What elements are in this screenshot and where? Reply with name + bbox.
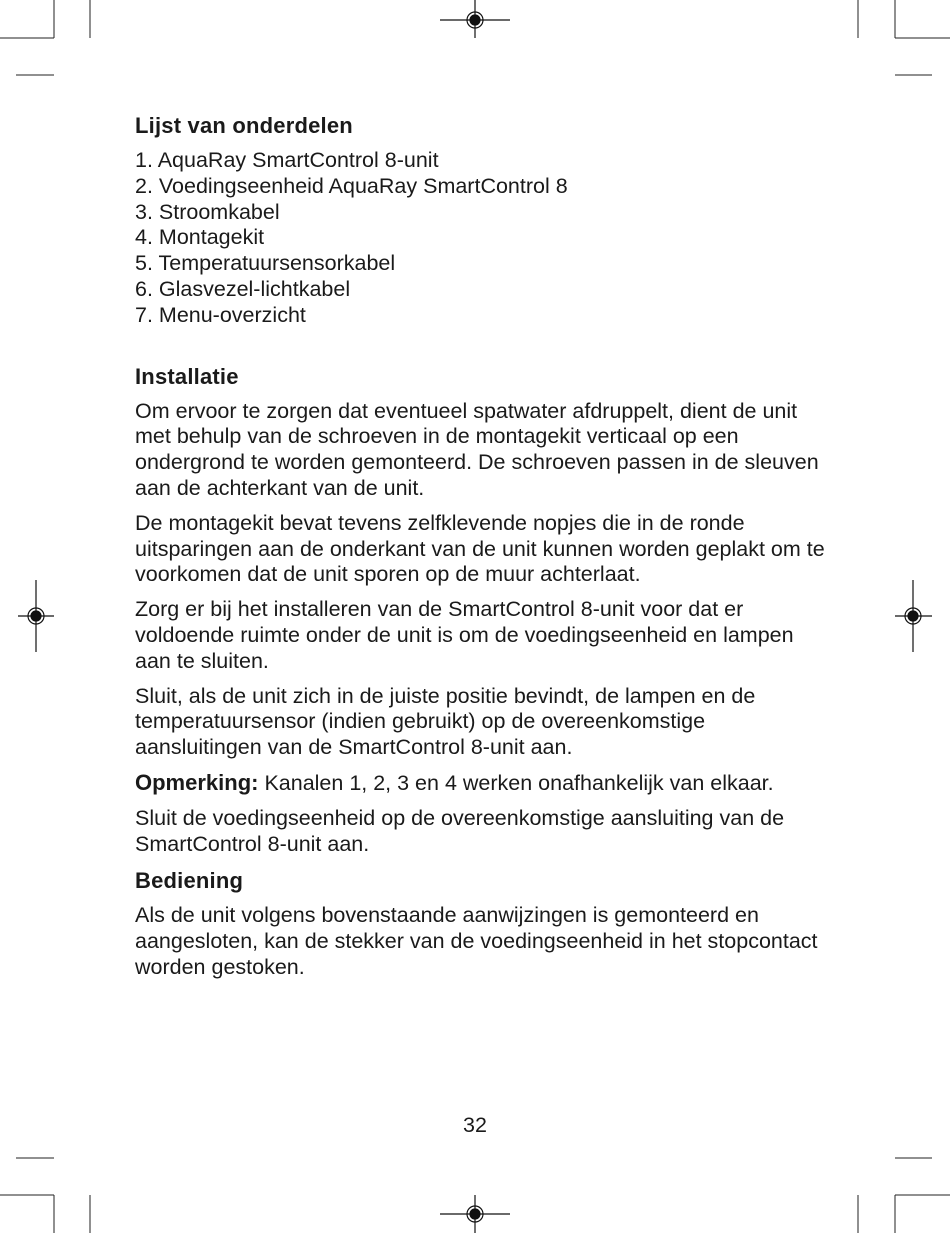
operation-section: [135, 867, 825, 980]
list-item: 4. Montagekit: [135, 225, 265, 250]
list-item: 3. Stroomkabel: [135, 199, 280, 224]
list-item: 5. Temperatuursensorkabel: [135, 251, 396, 276]
installation-paragraph: Om ervoor te zorgen dat eventueel spatwater afdruppelt, dient de unit met behulp van de schroeven in de montagekit verticaal op een ondergrond te worden gemonteerd. De schroeven passen in de sleuven aan de achterkant van de unit.: [135, 398, 819, 500]
parts-list: [135, 148, 825, 329]
note-text: Kanalen 1, 2, 3 en 4 werken onafhankelijk van elkaar.: [258, 770, 774, 795]
installation-heading: Installatie: [135, 363, 239, 389]
installation-paragraph: Sluit de voedingseenheid op de overeenkomstige aansluiting van de SmartControl 8-unit aan.: [135, 805, 785, 856]
note-label: Opmerking:: [135, 769, 259, 795]
installation-paragraph: De montagekit bevat tevens zelfklevende nopjes die in de ronde uitsparingen aan de onderkant van de unit kunnen worden geplakt om te voorkomen dat de unit sporen op de muur achterlaat.: [135, 510, 825, 587]
list-item: 7. Menu-overzicht: [135, 302, 306, 327]
installation-paragraph: Sluit, als de unit zich in de juiste positie bevindt, de lampen en de temperatuursensor (indien gebruikt) op de overeenkomstige aansluitingen van de SmartControl 8-unit aan.: [135, 683, 756, 760]
list-item: 2. Voedingseenheid AquaRay SmartControl 8: [135, 173, 568, 198]
installation-paragraph: Zorg er bij het installeren van de SmartControl 8-unit voor dat er voldoende ruimte onder de unit is om de voedingseenheid en lampen aan te sluiten.: [135, 597, 794, 673]
list-item: 1. AquaRay SmartControl 8-unit: [135, 148, 439, 172]
installation-section: [135, 363, 825, 858]
page-number: 32: [463, 1113, 487, 1137]
operation-heading: Bediening: [135, 868, 244, 894]
note-paragraph: [135, 770, 825, 797]
parts-heading: Lijst van onderdelen: [135, 113, 353, 138]
page-content: [135, 112, 825, 981]
list-item: 6. Glasvezel-lichtkabel: [135, 276, 351, 301]
operation-paragraph: Als de unit volgens bovenstaande aanwijzingen is gemonteerd en aangesloten, kan de stekker van de voedingseenheid in het stopcontact worden gestoken.: [135, 903, 818, 979]
